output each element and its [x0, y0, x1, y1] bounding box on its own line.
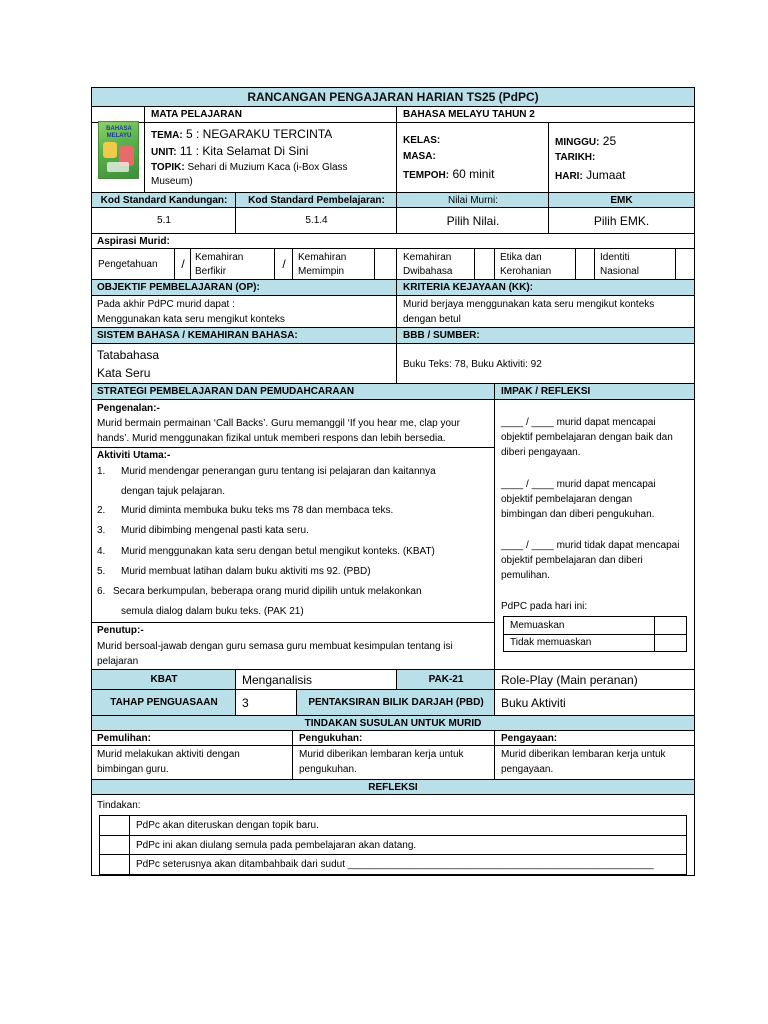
subject-value: BAHASA MELAYU TAHUN 2	[403, 109, 535, 120]
kod-sp-value: 5.1.4	[305, 215, 328, 226]
refleksi-option: PdPc seterusnya akan ditambahbaik dari sudut _______________________________________________________	[136, 859, 654, 870]
aspirasi-item-label: Identiti	[600, 252, 630, 263]
pengukuhan-text: pengukuhan.	[299, 764, 357, 775]
aspirasi-item-label: Kemahiran	[195, 252, 244, 263]
emk-dropdown[interactable]: Pilih EMK.	[593, 214, 650, 228]
tindakan-label: Tindakan:	[97, 800, 141, 811]
kk-text: Murid berjaya menggunakan kata seru mengikut konteks	[403, 299, 655, 310]
tp-value: 3	[242, 696, 249, 710]
step-number: 2.	[97, 505, 106, 516]
step-number: 3.	[97, 525, 106, 536]
aspirasi-item-label: Kerohanian	[500, 266, 552, 277]
step-text: semula dialog dalam buku teks. (PAK 21)	[121, 606, 304, 617]
penutup-text: pelajaran	[97, 656, 139, 667]
kod-sp-label: Kod Standard Pembelajaran:	[248, 195, 385, 206]
refleksi-label: REFLEKSI	[368, 782, 418, 793]
kbat-label: KBAT	[150, 674, 178, 685]
unit-label: UNIT:	[151, 147, 177, 158]
kod-sk-value: 5.1	[157, 215, 171, 226]
tarikh-label: TARIKH:	[555, 152, 596, 163]
pengukuhan-text: Murid diberikan lembaran kerja untuk	[299, 749, 464, 760]
pdpc-option-tidak-memuaskan: Tidak memuaskan	[510, 637, 592, 648]
step-text: Murid diminta membuka buku teks ms 78 dan membaca teks.	[121, 505, 394, 516]
tp-label: TAHAP PENGUASAAN	[110, 697, 218, 708]
book-cell-top	[92, 107, 145, 122]
pengukuhan-label: Pengukuhan:	[299, 733, 363, 744]
aspirasi-label: Aspirasi Murid:	[97, 236, 170, 247]
kelas-label: KELAS:	[403, 135, 441, 146]
standards-header-row	[92, 193, 694, 208]
tema-value: 5 : NEGARAKU TERCINTA	[182, 127, 333, 141]
pak-value: Role-Play (Main peranan)	[501, 673, 638, 687]
sistem-header-row	[92, 328, 694, 344]
header-details-row	[92, 123, 694, 193]
pdpc-option-memuaskan: Memuaskan	[510, 620, 565, 631]
aspirasi-checkbox[interactable]: /	[282, 257, 286, 271]
impak-text: objektif pembelajaran dengan	[501, 494, 633, 505]
impak-text: objektif pembelajaran dan diberi	[501, 555, 643, 566]
step-text: Murid mendengar penerangan guru tentang isi pelajaran dan kaitannya	[121, 466, 436, 477]
pengayaan-text: Murid diberikan lembaran kerja untuk	[501, 749, 666, 760]
impak-text: ____ / ____ murid tidak dapat mencapai	[501, 540, 680, 551]
aspirasi-item-label: Memimpin	[298, 266, 345, 277]
step-text: Murid menggunakan kata seru dengan betul mengikut konteks. (KBAT)	[121, 546, 435, 557]
op-label: OBJEKTIF PEMBELAJARAN (OP):	[97, 282, 260, 293]
refleksi-header	[92, 780, 694, 795]
aspirasi-item-label: Dwibahasa	[403, 266, 453, 277]
bbb-label: BBB / SUMBER:	[403, 330, 480, 341]
sistem-value-row	[92, 344, 694, 384]
tindakan-susulan-label: TINDAKAN SUSULAN UNTUK MURID	[304, 718, 482, 729]
kbat-value: Menganalisis	[242, 673, 313, 687]
refleksi-checkbox[interactable]	[100, 855, 129, 874]
pemulihan-label: Pemulihan:	[97, 733, 151, 744]
refleksi-checkbox[interactable]	[100, 816, 129, 835]
minggu-label: MINGGU:	[555, 137, 600, 148]
pdpc-checkbox[interactable]	[655, 617, 686, 634]
pak-label: PAK-21	[428, 674, 464, 685]
pdpc-checkbox[interactable]	[655, 635, 686, 651]
refleksi-option: PdPc ini akan diulang semula pada pembelajaran akan datang.	[136, 840, 417, 851]
op-text: Menggunakan kata seru mengikut konteks	[97, 314, 285, 325]
step-number: 1.	[97, 466, 106, 477]
kod-sk-label: Kod Standard Kandungan:	[100, 195, 228, 206]
aspirasi-item-label: Kemahiran	[403, 252, 452, 263]
op-text: Pada akhir PdPC murid dapat :	[97, 299, 235, 310]
impak-text: bimbingan dan diberi pengukuhan.	[501, 509, 655, 520]
penutup-text: Murid bersoal-jawab dengan guru semasa guru membuat kesimpulan tentang isi	[97, 641, 453, 652]
step-text: Murid dibimbing mengenal pasti kata seru.	[121, 525, 309, 536]
mata-pelajaran-label: MATA PELAJARAN	[151, 109, 242, 120]
objektif-header-row	[92, 280, 694, 296]
emk-label: EMK	[610, 195, 633, 206]
hari-label: HARI:	[555, 171, 583, 182]
aspirasi-row	[92, 249, 694, 280]
sistem-value: Tatabahasa	[97, 348, 160, 362]
sistem-value: Kata Seru	[97, 366, 151, 380]
subject-row	[92, 107, 694, 123]
kbat-row	[92, 670, 694, 690]
pdpc-options-box	[503, 616, 687, 652]
refleksi-options-box	[99, 815, 687, 875]
step-text: dengan tajuk pelajaran.	[121, 486, 225, 497]
aspirasi-label-row	[92, 234, 694, 249]
bbb-value: Buku Teks: 78, Buku Aktiviti: 92	[403, 359, 542, 370]
pdpc-label: PdPC pada hari ini:	[501, 601, 588, 612]
strategi-label: STRATEGI PEMBELAJARAN DAN PEMUDAHCARAAN	[97, 386, 355, 397]
minggu-value: 25	[599, 134, 617, 148]
step-number: 6.	[97, 586, 106, 597]
impak-text: diberi pengayaan.	[501, 447, 581, 458]
impak-text: ____ / ____ murid dapat mencapai	[501, 479, 656, 490]
page-title: RANCANGAN PENGAJARAN HARIAN TS25 (PdPC)	[247, 90, 539, 104]
impak-text: ____ / ____ murid dapat mencapai	[501, 417, 656, 428]
nilai-dropdown[interactable]: Pilih Nilai.	[446, 214, 500, 228]
pbd-label: PENTAKSIRAN BILIK DARJAH (PBD)	[308, 697, 484, 708]
impak-label: IMPAK / REFLEKSI	[501, 386, 591, 397]
title-row	[92, 88, 694, 107]
pengenalan-text: Murid bermain permainan ‘Call Backs’. Guru memanggil ‘If you hear me, clap your	[97, 418, 460, 429]
nilai-label: Nilai Murni:	[447, 195, 498, 206]
topik-value: Sehari di Muzium Kaca (i-Box Glass Museum)	[151, 162, 348, 187]
impak-text: pemulihan.	[501, 570, 550, 581]
aspirasi-item-label: Pengetahuan	[98, 259, 158, 270]
tema-label: TEMA:	[151, 130, 183, 141]
tempoh-label: TEMPOH:	[403, 170, 450, 181]
aspirasi-item-label: Etika dan	[500, 252, 542, 263]
book-cover-title: BAHASA MELAYU	[106, 126, 132, 139]
pengenalan-label: Pengenalan:-	[97, 403, 160, 414]
pemulihan-text: bimbingan guru.	[97, 764, 169, 775]
topik-label: TOPIK:	[151, 162, 185, 173]
step-number: 4.	[97, 546, 106, 557]
refleksi-body	[92, 795, 694, 875]
step-text: Secara berkumpulan, beberapa orang murid dipilih untuk melakonkan	[113, 586, 422, 597]
sistem-label: SISTEM BAHASA / KEMAHIRAN BAHASA:	[97, 330, 298, 341]
textbook-cover-image	[98, 121, 139, 179]
strategi-header-row	[92, 384, 694, 400]
hari-value: Jumaat	[582, 168, 626, 182]
tempoh-value: 60 minit	[449, 167, 495, 181]
kk-text: dengan betul	[403, 314, 461, 325]
standards-value-row	[92, 208, 694, 234]
lesson-plan-sheet	[91, 87, 695, 876]
masa-label: MASA:	[403, 151, 436, 162]
aspirasi-item-label: Kemahiran	[298, 252, 347, 263]
impak-text: objektif pembelajaran dengan baik dan	[501, 432, 673, 443]
pemulihan-text: Murid melakukan aktiviti dengan	[97, 749, 240, 760]
unit-value: 11 : Kita Selamat Di Sini	[176, 144, 309, 158]
pbd-value: Buku Aktiviti	[501, 696, 566, 710]
step-text: Murid membuat latihan dalam buku aktiviti ms 92. (PBD)	[121, 566, 371, 577]
tindakan-susulan-header	[92, 716, 694, 731]
pengayaan-label: Pengayaan:	[501, 733, 558, 744]
tahap-row	[92, 690, 694, 716]
step-number: 5.	[97, 566, 106, 577]
refleksi-option: PdPc akan diteruskan dengan topik baru.	[136, 820, 319, 831]
aspirasi-item-label: Nasional	[600, 266, 639, 277]
pengayaan-text: pengayaan.	[501, 764, 554, 775]
objektif-value-row	[92, 296, 694, 328]
tindakan-susulan-heads	[92, 731, 694, 746]
aspirasi-checkbox[interactable]: /	[181, 257, 185, 271]
penutup-label: Penutup:-	[97, 625, 144, 636]
aktiviti-label: Aktiviti Utama:-	[97, 450, 171, 461]
strategi-body-row	[92, 400, 694, 670]
tindakan-susulan-values	[92, 746, 694, 780]
refleksi-checkbox[interactable]	[100, 836, 129, 854]
kk-label: KRITERIA KEJAYAAN (KK):	[403, 282, 534, 293]
aspirasi-item-label: Berfikir	[195, 266, 227, 277]
pengenalan-text: hands’. Murid menggunakan fizikal untuk memberi respons dan lebih bersedia.	[97, 433, 446, 444]
